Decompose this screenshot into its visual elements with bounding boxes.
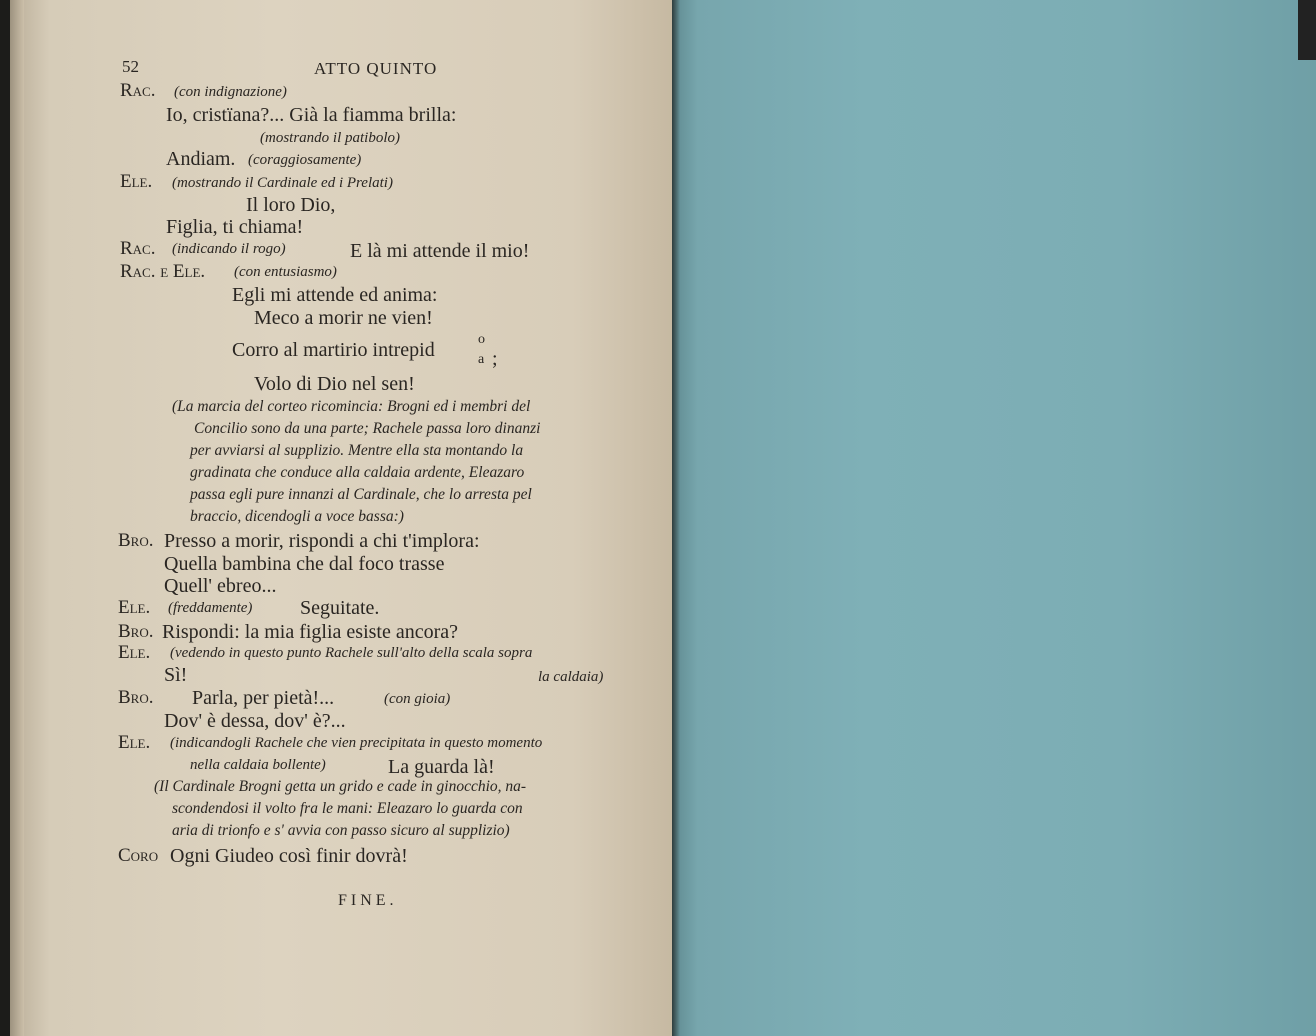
verse-line: Andiam. xyxy=(166,148,236,170)
speaker-ele: Ele. xyxy=(118,642,151,663)
speaker-rac-ele: Rac. e Ele. xyxy=(120,261,206,282)
verse-line: Figlia, ti chiama! xyxy=(166,216,304,238)
speaker-ele: Ele. xyxy=(118,597,151,618)
verse-line: Sì! xyxy=(164,664,188,686)
stage-direction: (con indignazione) xyxy=(174,84,287,100)
stage-direction: la caldaia) xyxy=(538,669,604,685)
verse-line: Seguitate. xyxy=(300,597,380,619)
stage-direction-line: (Il Cardinale Brogni getta un grido e cade in ginocchio, na- xyxy=(154,778,527,795)
verse-line: Corro al martirio intrepid xyxy=(232,339,435,361)
book-page xyxy=(10,0,672,1036)
speaker-bro: Bro. xyxy=(118,687,154,708)
stage-direction: (mostrando il patibolo) xyxy=(260,130,401,146)
stage-direction: (mostrando il Cardinale ed i Prelati) xyxy=(172,175,393,191)
stage-direction-line: scondendosi il volto fra le mani: Eleazaro lo guarda con xyxy=(172,800,523,817)
verse-line: Meco a morir ne vien! xyxy=(254,307,433,329)
stage-direction: (con gioia) xyxy=(384,691,451,707)
verse-line: Egli mi attende ed anima: xyxy=(232,284,438,306)
verse-line: Quella bambina che dal foco trasse xyxy=(164,553,445,575)
stage-direction-line: gradinata che conduce alla caldaia ardente, Eleazaro xyxy=(190,464,525,481)
punctuation: ; xyxy=(492,348,498,370)
verse-line: Parla, per pietà!... xyxy=(192,687,335,709)
stage-direction-line: aria di trionfo e s' avvia con passo sicuro al supplizio) xyxy=(172,822,510,839)
verse-line: Rispondi: la mia figlia esiste ancora? xyxy=(162,621,459,643)
stage-direction-line: passa egli pure innanzi al Cardinale, che lo arresta pel xyxy=(190,486,532,503)
variant-ending-o: o xyxy=(478,332,485,347)
end-mark: FINE. xyxy=(338,892,398,909)
stage-direction-line: per avviarsi al supplizio. Mentre ella sta montando la xyxy=(190,442,524,459)
stage-direction: nella caldaia bollente) xyxy=(190,757,326,773)
verse-line: Dov' è dessa, dov' è?... xyxy=(164,710,346,732)
verse-line: Il loro Dio, xyxy=(246,194,336,216)
speaker-bro: Bro. xyxy=(118,621,154,642)
speaker-bro: Bro. xyxy=(118,530,154,551)
verse-line: La guarda là! xyxy=(388,756,495,778)
speaker-rac: Rac. xyxy=(120,238,156,259)
stage-direction-line: (La marcia del corteo ricomincia: Brogni ed i membri del xyxy=(172,398,531,415)
speaker-ele: Ele. xyxy=(120,171,153,192)
gutter-shadow xyxy=(672,0,680,1036)
speaker-coro: Coro xyxy=(118,845,159,866)
verse-line: E là mi attende il mio! xyxy=(350,240,530,262)
verse-line: Ogni Giudeo così finir dovrà! xyxy=(170,845,408,867)
stage-direction: (indicandogli Rachele che vien precipitata in questo momento xyxy=(170,735,543,751)
verse-line: Volo di Dio nel sen! xyxy=(254,373,415,395)
verse-line: Presso a morir, rispondi a chi t'implora: xyxy=(164,530,480,552)
page-edge xyxy=(10,0,24,1036)
stage-direction: (vedendo in questo punto Rachele sull'alto della scala sopra xyxy=(170,645,533,661)
verse-line: Quell' ebreo... xyxy=(164,575,277,597)
speaker-rac: Rac. xyxy=(120,80,156,101)
stage-direction-line: Concilio sono da una parte; Rachele passa loro dinanzi xyxy=(194,420,541,437)
variant-ending-a: a xyxy=(478,352,485,367)
stage-direction: (coraggiosamente) xyxy=(248,152,362,168)
verse-line: Io, cristïana?... Già la fiamma brilla: xyxy=(166,104,457,126)
stage-direction: (freddamente) xyxy=(168,600,253,616)
page-number: 52 xyxy=(122,57,139,76)
stage-direction: (indicando il rogo) xyxy=(172,241,286,257)
running-header: ATTO QUINTO xyxy=(314,59,438,78)
background-corner xyxy=(1298,0,1316,60)
book-cover xyxy=(672,0,1316,1036)
stage-direction: (con entusiasmo) xyxy=(234,264,337,280)
stage-direction-line: braccio, dicendogli a voce bassa:) xyxy=(190,508,404,525)
speaker-ele: Ele. xyxy=(118,732,151,753)
